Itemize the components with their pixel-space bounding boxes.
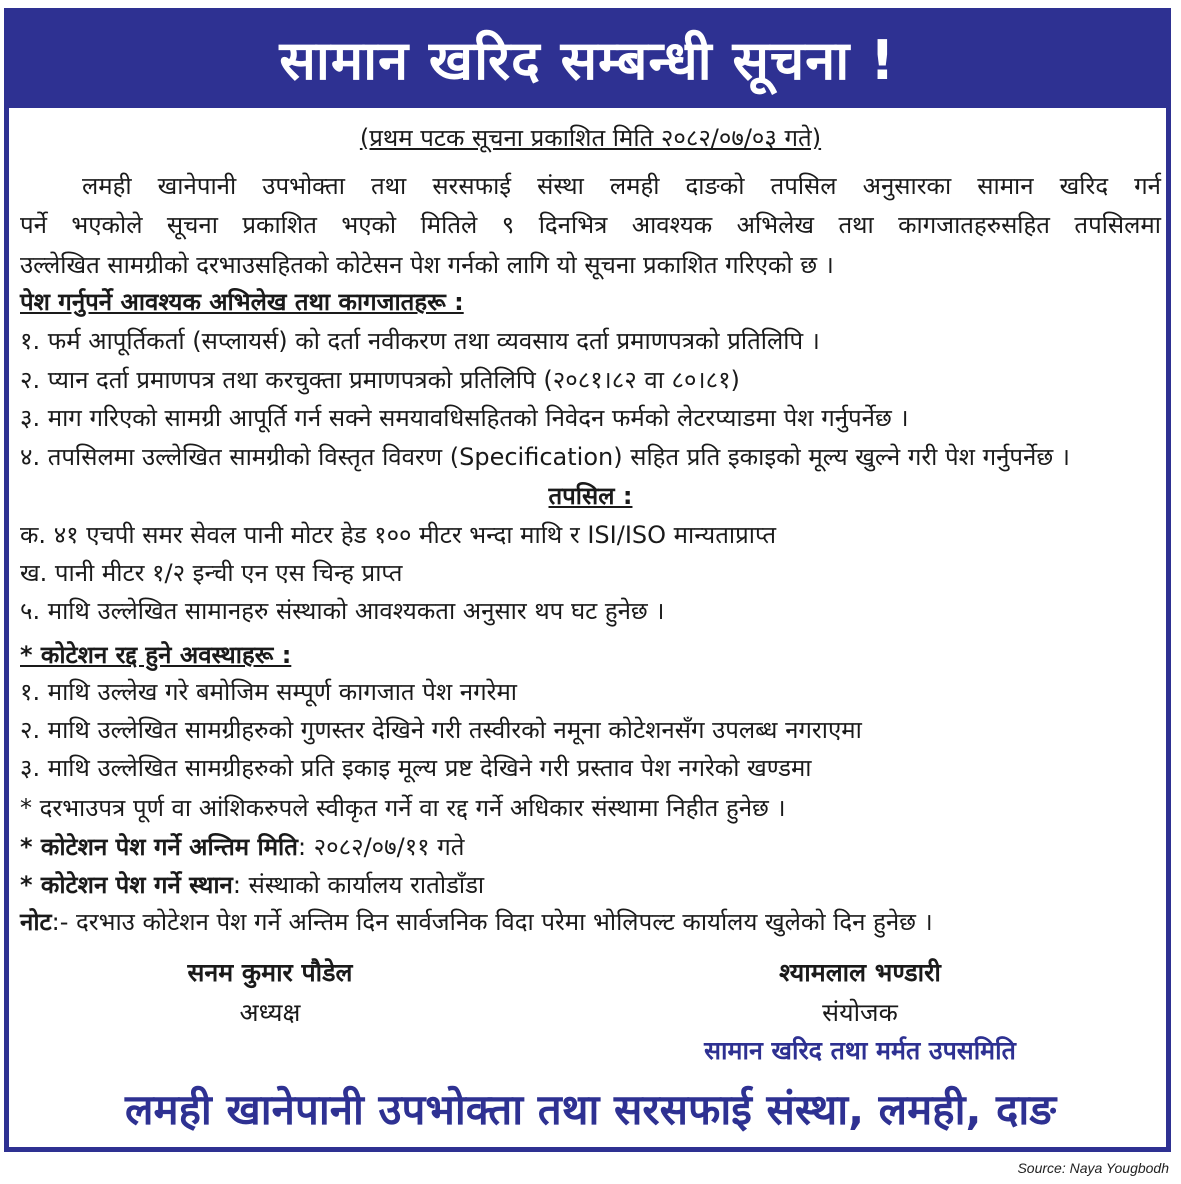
organization-name: लमही खानेपानी उपभोक्ता तथा सरसफाई संस्था, लमही, दाङ [125, 1085, 1056, 1134]
notice-title: सामान खरिद सम्बन्धी सूचना ! [279, 29, 896, 92]
signatory-chair [140, 955, 400, 1029]
note [20, 906, 1161, 938]
deadline-label: * कोटेशन पेश गर्ने अन्तिम मिति [20, 833, 298, 861]
cancel-heading: * कोटेशन रद्द हुने अवस्थाहरू : [20, 641, 292, 669]
place-label: * कोटेशन पेश गर्ने स्थान [20, 871, 233, 899]
document-item: २. प्यान दर्ता प्रमाणपत्र तथा करचुक्ता प्रमाणपत्रको प्रतिलिपि (२०८१।८२ वा ८०।८१) [20, 366, 740, 394]
deadline-value: : २०८२/०७/११ गते [297, 833, 465, 861]
intro-line: लमही खानेपानी उपभोक्ता तथा सरसफाई संस्था लमही दाङको तपसिल अनुसारका सामान खरिद गर्न [82, 172, 1161, 200]
rights-statement: * दरभाउपत्र पूर्ण वा आंशिकरुपले स्वीकृत गर्ने वा रद्द गर्ने अधिकार संस्थामा निहीत हुनेछ । [20, 794, 786, 822]
signatory-role: संयोजक [822, 998, 898, 1027]
documents-heading: पेश गर्नुपर्ने आवश्यक अभिलेख तथा कागजातहरू : [20, 288, 464, 316]
schedule-item: ५. माथि उल्लेखित सामानहरु संस्थाको आवश्यकता अनुसार थप घट हुनेछ । [20, 597, 665, 625]
source-credit: Source: Naya Yougbodh [1017, 1160, 1169, 1176]
document-item: ३. माग गरिएको सामग्री आपूर्ति गर्न सक्ने समयावधिसहितको निवेदन फर्मको लेटरप्याडमा पेश गर्नुपर्नेछ । [20, 404, 909, 432]
note-label: नोट [20, 908, 52, 936]
title-banner [4, 8, 1171, 108]
document-item: १. फर्म आपूर्तिकर्ता (सप्लायर्स) को दर्ता नवीकरण तथा व्यवसाय दर्ता प्रमाणपत्रको प्रतिलिपि । [20, 327, 820, 355]
committee-name: सामान खरिद तथा मर्मत उपसमिति [704, 1036, 1016, 1065]
schedule-item: क. ४१ एचपी समर सेवल पानी मोटर हेड १०० मीटर भन्दा माथि र ISI/ISO मान्यताप्राप्त [20, 521, 777, 549]
cancel-item: ३. माथि उल्लेखित सामग्रीहरुको प्रति इकाइ मूल्य प्रष्ट देखिने गरी प्रस्ताव पेश नगरेको खण्डमा [20, 754, 812, 782]
publication-date: (प्रथम पटक सूचना प्रकाशित मिति २०८२/०७/०३ गते) [359, 124, 822, 152]
schedule-heading: तपसिल : [548, 482, 633, 510]
document-item: ४. तपसिलमा उल्लेखित सामग्रीको विस्तृत विवरण (Specification) सहित प्रति इकाइको मूल्य खुल्ने गरी पेश गर्नुपर्नेछ । [20, 443, 1070, 471]
place-value: : संस्थाको कार्यालय रातोडाँडा [232, 871, 485, 899]
submission-place [20, 869, 1161, 901]
deadline [20, 831, 1161, 863]
cancel-item: २. माथि उल्लेखित सामग्रीहरुको गुणस्तर देखिने गरी तस्वीरको नमूना कोटेशनसँग उपलब्ध नगराएमा [20, 716, 862, 744]
cancel-item: १. माथि उल्लेख गरे बमोजिम सम्पूर्ण कागजात पेश नगरेमा [20, 678, 518, 706]
schedule-item: ख. पानी मीटर १/२ इन्ची एन एस चिन्ह प्राप्त [20, 559, 403, 587]
intro-line: पर्ने भएकोले सूचना प्रकाशित भएको मितिले ९ दिनभित्र आवश्यक अभिलेख तथा कागजातहरुसहित तपसिलमा [20, 211, 1161, 239]
note-value: :- दरभाउ कोटेशन पेश गर्ने अन्तिम दिन सार्वजनिक विदा परेमा भोलिपल्ट कार्यालय खुलेको दिन हुनेछ । [51, 908, 933, 936]
signatory-name: सनम कुमार पौडेल [187, 958, 353, 987]
signatory-role: अध्यक्ष [239, 998, 301, 1027]
signatory-coordinator [600, 955, 1120, 1067]
intro-line: उल्लेखित सामग्रीको दरभाउसहितको कोटेसन पेश गर्नको लागि यो सूचना प्रकाशित गरिएको छ । [20, 251, 834, 279]
signatory-name: श्यामलाल भण्डारी [779, 958, 941, 987]
